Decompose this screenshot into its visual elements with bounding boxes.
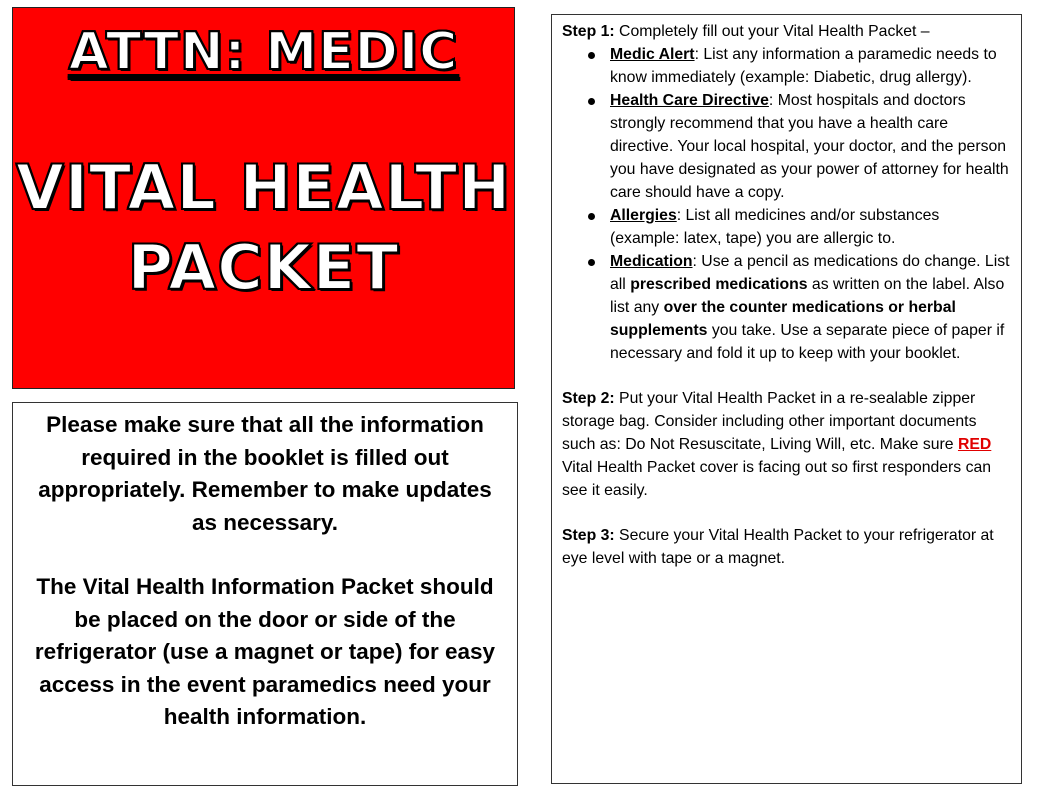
step-3-text: Step 3: Secure your Vital Health Packet to your refrigerator at eye level with tape or a magnet. [562,527,994,567]
title-line-2: PACKET [127,231,400,304]
list-item-allergies: Allergies: List all medicines and/or substances (example: latex, tape) you are allergic to. [610,204,1011,250]
list-item-medic-alert: Medic Alert: List any information a paramedic needs to know immediately (example: Diabetic, drug allergy). [610,43,1011,89]
steps-panel [551,14,1022,784]
bullet-icon [588,52,595,59]
bullet-icon [588,98,595,105]
step-3-label: Step 3: [562,527,615,544]
title-line-1: VITAL HEALTH [15,151,512,224]
bullet-icon [588,213,595,220]
instructions-notice-box [12,402,518,786]
attn-medic-heading: ATTN: MEDIC [68,22,459,82]
list-item-medication: Medication: Use a pencil as medications do change. List all prescribed medications as written on the label. Also list any over the counter medications or herbal supplements you take. Use a separate piece of paper if necessary and fold it up to keep with your booklet. [610,250,1011,365]
step-1-list [562,43,1011,365]
notice-paragraph-2: The Vital Health Information Packet should be placed on the door or side of the refrigerator (use a magnet or tape) for easy access in the event paramedics need your health information. [34,574,496,729]
vital-health-packet-title [13,148,514,308]
step-1-label: Step 1: [562,23,615,40]
step-1-intro: Step 1: Completely fill out your Vital Health Packet – [562,23,930,40]
red-emphasis: RED [957,436,992,453]
notice-paragraph-1: Please make sure that all the information required in the booklet is filled out appropriately. Remember to make updates as necessary. [38,412,492,535]
vital-health-cover [12,7,515,389]
step-2-label: Step 2: [562,390,615,407]
list-item-health-care-directive: Health Care Directive: Most hospitals and doctors strongly recommend that you have a health care directive. Your local hospital, your doctor, and the person you have designated as your power of attorney for health care should have a copy. [610,89,1011,204]
bullet-icon [588,259,595,266]
step-2-text: Step 2: Put your Vital Health Packet in a re-sealable zipper storage bag. Consider including other important documents such as: Do Not Resuscitate, Living Will, etc. Make sure RED Vital Health Packet cover is facing out so first responders can see it easily. [562,390,992,499]
